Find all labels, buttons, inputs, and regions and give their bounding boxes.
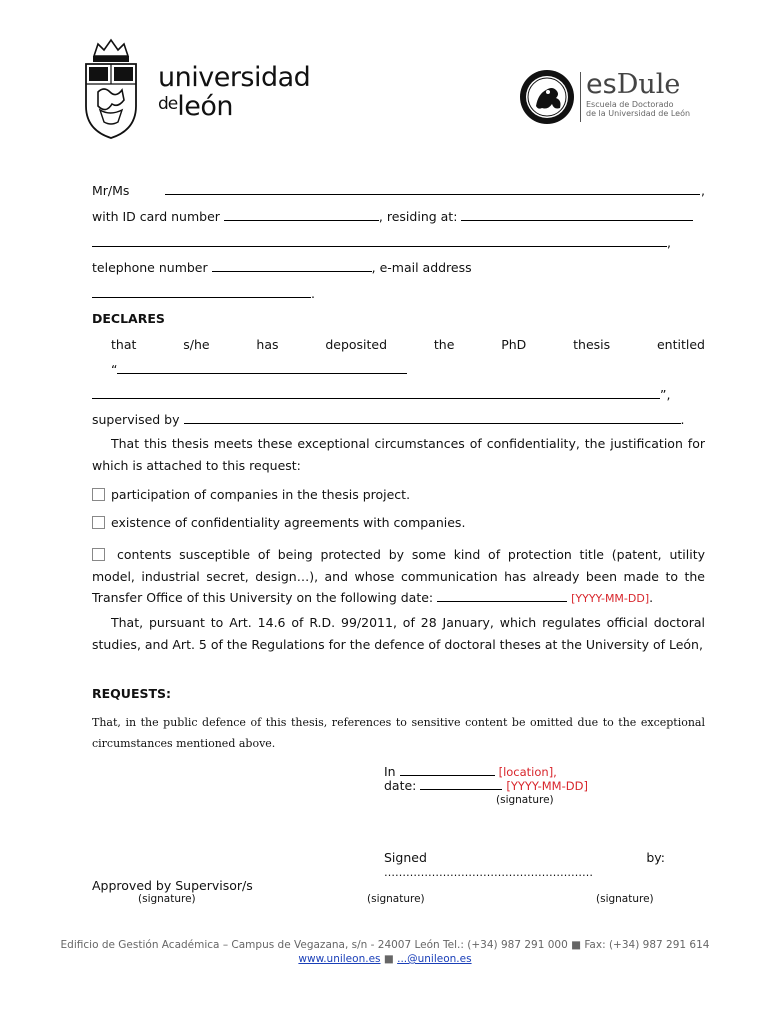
location-field[interactable]: [400, 764, 495, 776]
approved-label: Approved by Supervisor/s: [92, 878, 253, 893]
participation-checkbox[interactable]: [92, 488, 105, 501]
name-field[interactable]: [165, 183, 700, 195]
requests-text: That, in the public defence of this thesis, references to sensitive content be omitted due to the exceptional circumstances mentioned above.: [92, 716, 705, 750]
date-row: [384, 778, 588, 793]
ule-crest-icon: [80, 38, 142, 142]
esdule-sub2: de la Universidad de León: [586, 109, 691, 118]
email-row: [92, 286, 315, 301]
option-3-line3: Transfer Office of this University on the following date:: [92, 590, 434, 605]
thesis-words-row: [111, 337, 705, 352]
option-3-line1: contents susceptible of being protected by some kind of protection title (patent, utility: [117, 547, 705, 562]
thesis-word: entitled: [656, 337, 705, 352]
supervised-label: supervised by: [92, 412, 180, 427]
in-row: [384, 764, 557, 779]
comma: ,: [701, 183, 705, 198]
exceptional-text: That this thesis meets these exceptional circumstances of confidentiality, the justification for which is attached to this request:: [92, 436, 705, 473]
option-1: [92, 487, 410, 502]
esdule-logo-es: es: [586, 69, 617, 100]
thesis-word: s/he: [183, 337, 210, 352]
footer-separator: ■: [380, 953, 398, 965]
thesis-word: thesis: [573, 337, 611, 352]
signing-date-field[interactable]: [420, 778, 502, 790]
footer-links: [0, 953, 770, 965]
option-3-line2: model, industrial secret, design…), and whose communication has already been made to the: [92, 568, 705, 584]
location-placeholder: [location],: [498, 765, 557, 779]
thesis-word: has: [256, 337, 279, 352]
in-label: In: [384, 764, 396, 779]
open-quote: “: [111, 362, 118, 377]
signed-label: Signed: [384, 850, 427, 865]
close-quote: ”,: [660, 387, 671, 402]
option-2: [92, 515, 465, 530]
esdule-seal-icon: [518, 68, 576, 126]
website-link[interactable]: www.unileon.es: [298, 953, 381, 965]
signed-dots: …………………………………………………: [384, 866, 593, 879]
telephone-row: [92, 260, 472, 275]
residing-label: , residing at:: [378, 209, 458, 224]
email-link[interactable]: ...@unileon.es: [397, 953, 472, 965]
id-row: [92, 209, 693, 224]
exceptional-paragraph: [92, 433, 705, 477]
telephone-field[interactable]: [212, 260, 372, 272]
period: .: [649, 590, 654, 605]
address-row: [92, 235, 671, 250]
transfer-date-field[interactable]: [437, 590, 567, 602]
supervisor-field[interactable]: [184, 412, 681, 424]
option-1-label: participation of companies in the thesis project.: [111, 487, 411, 502]
email-label: , e-mail address: [371, 260, 472, 275]
date-label: date:: [384, 778, 417, 793]
ule-logo-leon: león: [177, 91, 233, 122]
transfer-date-placeholder: [YYYY-MM-DD]: [571, 592, 650, 605]
mr-ms-row: [92, 183, 712, 198]
thesis-title-field[interactable]: [117, 362, 407, 374]
protection-checkbox[interactable]: [92, 548, 105, 561]
thesis-word: PhD: [501, 337, 527, 352]
pursuant-paragraph: [92, 612, 705, 655]
thesis-word: deposited: [325, 337, 388, 352]
thesis-title-row2: [92, 387, 670, 402]
option-3: [92, 544, 705, 610]
footer-address: Edificio de Gestión Académica – Campus de Vegazana, s/n - 24007 León Tel.: (+34) 987 291 000 ■ Fax: (+34) 987 291 614: [60, 939, 710, 951]
telephone-label: telephone number: [92, 260, 208, 275]
esdule-logo-text: [586, 70, 690, 118]
comma: ,: [667, 235, 671, 250]
esdule-divider: [580, 72, 581, 122]
confidentiality-checkbox[interactable]: [92, 516, 105, 529]
option-2-label: existence of confidentiality agreements with companies.: [111, 515, 466, 530]
requests-heading: REQUESTS:: [92, 686, 172, 701]
supervised-row: [92, 412, 684, 427]
period: .: [311, 286, 315, 301]
esdule-sub1: Escuela de Doctorado: [586, 100, 674, 109]
signature-left: (signature): [138, 893, 196, 905]
mr-ms-label: Mr/Ms: [92, 183, 130, 198]
thesis-title-row1: [111, 362, 407, 377]
ule-logo-line1: universidad: [158, 62, 311, 93]
declares-heading: DECLARES: [92, 311, 165, 326]
period: .: [680, 412, 685, 427]
address-field[interactable]: [92, 235, 667, 247]
signed-row: [384, 850, 665, 865]
thesis-word: the: [433, 337, 455, 352]
signature-mid: (signature): [367, 893, 425, 905]
thesis-word: that: [111, 337, 137, 352]
signing-date-placeholder: [YYYY-MM-DD]: [506, 779, 588, 793]
signature-right: (signature): [596, 893, 654, 905]
email-field[interactable]: [92, 286, 311, 298]
pursuant-text: That, pursuant to Art. 14.6 of R.D. 99/2011, of 28 January, which regulates official doctoral studies, and Art. 5 of the Regulations for the defence of doctoral theses at the University of León,: [92, 615, 705, 652]
ule-logo-de: de: [158, 94, 178, 114]
id-number-field[interactable]: [224, 209, 379, 221]
ule-logo-text: [158, 64, 310, 123]
residence-field[interactable]: [461, 209, 693, 221]
id-label: with ID card number: [92, 209, 220, 224]
by-label: by:: [646, 850, 665, 865]
thesis-title-field-2[interactable]: [92, 387, 660, 399]
signature-label: (signature): [496, 794, 554, 806]
esdule-logo-dule: Dule: [616, 69, 681, 100]
requests-paragraph: [92, 712, 705, 754]
